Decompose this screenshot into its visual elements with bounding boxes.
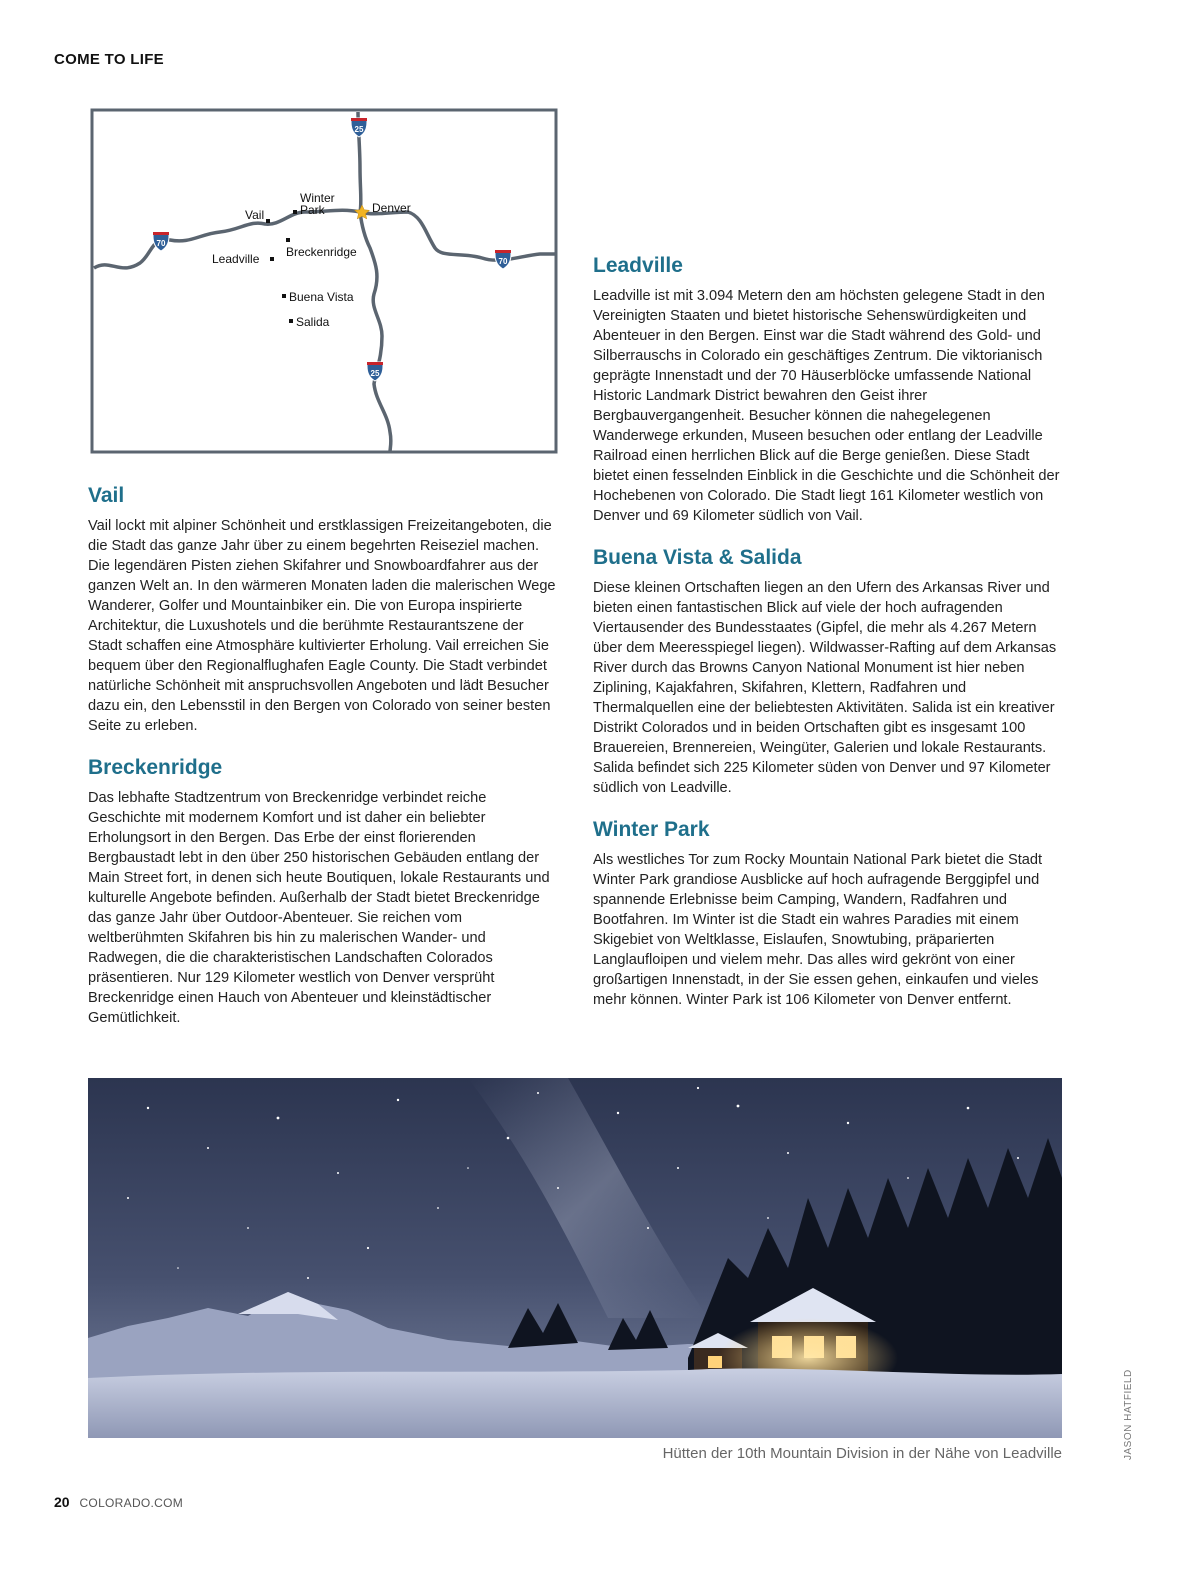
colorado-map (90, 108, 558, 454)
i70-shield-label: 70 (156, 239, 166, 248)
winter-park-label-line2: Park (300, 203, 325, 217)
article-vail (88, 482, 556, 736)
photo-credit: JASON HATFIELD (1123, 1369, 1134, 1460)
winter-park-marker (293, 210, 297, 214)
section-label: COME TO LIFE (54, 51, 164, 68)
breckenridge-label: Breckenridge (286, 245, 357, 259)
denver-label: Denver (372, 201, 411, 215)
page-footer (54, 1494, 183, 1510)
i70-shield-label: 70 (498, 257, 508, 266)
photo-caption: Hütten der 10th Mountain Division in der Nähe von Leadville (662, 1445, 1062, 1462)
right-column (593, 252, 1061, 1028)
page-number: 20 (54, 1494, 70, 1510)
article-title: Leadville (593, 254, 683, 277)
article-title: Breckenridge (88, 756, 223, 779)
article-body: Als westliches Tor zum Rocky Mountain National Park bietet die Stadt Winter Park grandiose Ausblicke auf hoch aufragende Berggipfel und spannende Erlebnisse beim Camping, Wandern, Radfahren und Bootfahren. Im Winter ist die Stadt ein wahres Paradies mit einem Skigebiet von Weltklasse, Eislaufen, Snowtubing, präparierten Langlaufloipen und vielem mehr. Das alles wird gekrönt von einer großartigen Innenstadt, in der Sie essen gehen, einkaufen und vieles mehr können. Winter Park ist 106 Kilometer von Denver entfernt. (593, 852, 1043, 1008)
article-title: Buena Vista & Salida (593, 546, 802, 569)
salida-marker (289, 319, 293, 323)
article-breckenridge (88, 754, 556, 1028)
article-body: Vail lockt mit alpiner Schönheit und erstklassigen Freizeitangeboten, die die Stadt das ganze Jahr über zu einem begehrten Reiseziel machen. Die legendären Pisten ziehen Skifahrer und Snowboardfahrer aus der ganzen Welt an. In den wärmeren Monaten laden die malerischen Wege Wanderer, Golfer und Mountainbiker ein. Die von Europa inspirierte Architektur, die Luxushotels und die berühmte Restaurantszene der Stadt schaffen eine Atmosphäre kultivierter Erholung. Vail erreichen Sie bequem über den Regionalflughafen Eagle County. Die Stadt verbindet natürliche Schönheit mit anspruchsvollen Angeboten und lädt Besucher dazu ein, den Lebensstil in den Bergen von Colorado von seiner besten Seite zu erleben. (88, 518, 556, 734)
winter-park-label-line1: Winter (300, 191, 335, 205)
leadville-marker (270, 257, 274, 261)
vail-marker (266, 219, 270, 223)
salida-label: Salida (296, 315, 330, 329)
article-winter-park (593, 816, 1061, 1010)
article-title: Winter Park (593, 818, 710, 841)
site-name: COLORADO.COM (79, 1496, 184, 1510)
vail-label: Vail (245, 208, 265, 222)
article-title: Vail (88, 484, 125, 507)
i25-shield-label: 25 (354, 125, 364, 134)
map-border (92, 110, 556, 452)
i25-shield-label: 25 (370, 369, 380, 378)
breckenridge-marker (286, 238, 290, 242)
left-column (88, 482, 556, 1046)
buena-vista-label: Buena Vista (289, 290, 354, 304)
article-body: Das lebhafte Stadtzentrum von Breckenridge verbindet reiche Geschichte mit modernem Komfort und ist daher ein beliebter Erholungsort in den Bergen. Das Erbe der einst florierenden Bergbaustadt lebt in den über 250 historischen Gebäuden entlang der Main Street fort, in denen sich heute Boutiquen, lokale Restaurants und kulturelle Angebote befinden. Außerhalb der Stadt bietet Breckenridge das ganze Jahr über Outdoor-Abenteuer. Sie reichen vom weltberühmten Skifahren bis hin zu malerischen Wander- und Radwegen, die die charakteristischen Landschaften Colorados präsentieren. Nur 129 Kilometer westlich von Denver versprüht Breckenridge einen Hauch von Abenteuer und kleinstädtischer Gemütlichkeit. (88, 790, 550, 1026)
snow-field (88, 1368, 1062, 1438)
leadville-label: Leadville (212, 252, 260, 266)
article-buena-vista-salida (593, 544, 1061, 798)
article-body: Leadville ist mit 3.094 Metern den am höchsten gelegene Stadt in den Vereinigten Staaten und bietet historische Sehenswürdigkeiten und Abenteuer in den Bergen. Einst war die Stadt während des Gold- und Silberrauschs in Colorado ein geschäftiges Zentrum. Die viktorianisch geprägte Innenstadt und der 70 Häuserblöcke umfassende National Historic Landmark District bewahren den Geist ihrer Bergbauvergangenheit. Besucher können die nahegelegenen Wanderwege erkunden, Museen besuchen oder entlang der Leadville Railroad einen herrlichen Blick auf die Berge genießen. Diese Stadt bietet einen fesselnden Einblick in die Geschichte und die Schönheit der Hochebenen von Colorado. Die Stadt liegt 161 Kilometer westlich von Denver und 69 Kilometer südlich von Vail. (593, 288, 1060, 524)
article-body: Diese kleinen Ortschaften liegen an den Ufern des Arkansas River und bieten einen fantastischen Blick auf viele der hoch aufragenden Viertausender des Bundesstaates (Gipfel, die mehr als 4.267 Metern über dem Meeresspiegel liegen). Wildwasser-Rafting auf dem Arkansas River durch das Browns Canyon National Monument ist hier neben Ziplining, Kajakfahren, Skifahren, Klettern, Radfahren und Thermalquellen eine der beliebtesten Aktivitäten. Salida ist ein kreativer Distrikt Colorados und in beiden Ortschaften gibt es insgesamt 100 Brauereien, Brennereien, Weingüter, Galerien und lokale Restaurants. Salida befindet sich 225 Kilometer süden von Denver und 97 Kilometer südlich von Leadville. (593, 580, 1057, 796)
night-sky-photo (88, 1078, 1062, 1438)
buena-vista-marker (282, 294, 286, 298)
article-leadville (593, 252, 1061, 526)
